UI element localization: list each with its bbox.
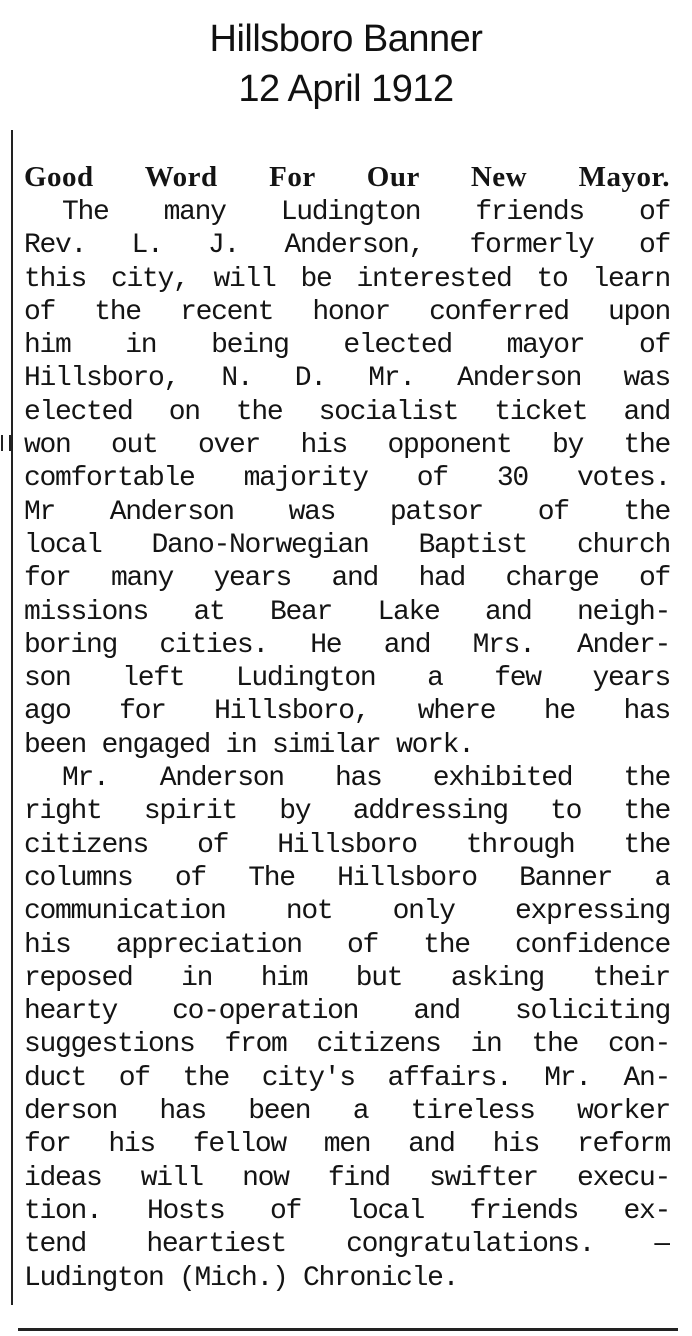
article-line-text: Mr Anderson was patsor of the [24, 496, 670, 528]
article-line-text: citizens of Hillsboro through the [24, 829, 670, 861]
article-line [24, 695, 670, 728]
article-line [24, 829, 670, 862]
publication-date: 12 April 1912 [238, 68, 454, 110]
article-line [24, 263, 670, 296]
article-line-text: reposed in him but asking their [24, 962, 670, 994]
article-line-text: ideas will now find swifter execu- [24, 1162, 670, 1194]
article-line [24, 429, 670, 462]
publication-title: Hillsboro Banner [209, 18, 483, 60]
article-line-text: him in being elected mayor of [24, 330, 670, 362]
column-rule-bottom [18, 1328, 678, 1331]
article-line [24, 296, 670, 329]
article-line [24, 1162, 670, 1195]
article-line-text: boring cities. He and Mrs. Ander- [24, 629, 670, 661]
article-line [24, 196, 670, 229]
article-line [24, 329, 670, 362]
article-line-text: missions at Bear Lake and neigh- [24, 596, 670, 628]
article-line [24, 562, 670, 595]
newspaper-clipping [0, 130, 692, 1336]
article-line-text: elected on the socialist ticket and [24, 396, 670, 428]
article-line-text: won out over his opponent by the [24, 430, 670, 462]
article-line [24, 529, 670, 562]
article-line-text: of the recent honor conferred upon [24, 296, 670, 328]
article-line-text: this city, will be interested to learn [24, 263, 670, 295]
article-line [24, 795, 670, 828]
article-line-text: suggestions from citizens in the con- [24, 1029, 670, 1061]
article-headline: Good Word For Our New Mayor. [24, 161, 670, 193]
article-line [24, 1195, 670, 1228]
article-line-text: derson has been a tireless worker [24, 1096, 670, 1128]
article-line-text: been engaged in similar work. [24, 729, 474, 761]
article-line [24, 496, 670, 529]
article-line-text: comfortable majority of 30 votes. [24, 463, 670, 495]
article-line-text: tion. Hosts of local friends ex- [24, 1195, 670, 1227]
article-line [24, 1262, 670, 1295]
article-line [24, 995, 670, 1028]
article-line-text: son left Ludington a few years [24, 663, 670, 695]
article-line-text: columns of The Hillsboro Banner a [24, 862, 670, 894]
article-line [24, 929, 670, 962]
page-header [0, 14, 692, 114]
article-line-text: The many Ludington friends of [62, 197, 670, 228]
article-line-text: Mr. Anderson has exhibited the [62, 763, 670, 795]
margin-tick-mark [1, 435, 11, 451]
article-line [24, 1095, 670, 1128]
article-line [24, 962, 670, 995]
article-line [24, 1062, 670, 1095]
article-line-text: his appreciation of the confidence [24, 929, 670, 961]
article [24, 160, 670, 1295]
article-body [24, 196, 670, 1295]
article-line [24, 1028, 670, 1061]
article-line [24, 462, 670, 495]
article-line [24, 629, 670, 662]
article-line-text: for many years and had charge of [24, 563, 670, 595]
column-rule-left [11, 130, 13, 1305]
article-line-text: communication not only expressing [24, 896, 670, 928]
article-line [24, 596, 670, 629]
article-line [24, 229, 670, 262]
article-line [24, 895, 670, 928]
article-line [24, 1228, 670, 1261]
article-line [24, 362, 670, 395]
article-line-text: right spirit by addressing to the [24, 796, 670, 828]
article-line-text: hearty co-operation and soliciting [24, 996, 670, 1028]
article-line [24, 729, 670, 762]
article-line [24, 396, 670, 429]
article-line [24, 762, 670, 795]
article-line-text: Ludington (Mich.) Chronicle. [24, 1262, 459, 1294]
article-line-text: duct of the city's affairs. Mr. An- [24, 1062, 670, 1094]
article-line [24, 1128, 670, 1161]
article-line-text: ago for Hillsboro, where he has [24, 696, 670, 728]
article-line-text: Hillsboro, N. D. Mr. Anderson was [24, 363, 670, 395]
article-line [24, 662, 670, 695]
article-line-text: for his fellow men and his reform [24, 1129, 670, 1161]
article-line-text: tend heartiest congratulations. — [24, 1229, 670, 1261]
article-line [24, 862, 670, 895]
article-line-text: Rev. L. J. Anderson, formerly of [24, 230, 670, 262]
article-line-text: local Dano-Norwegian Baptist church [24, 529, 670, 561]
